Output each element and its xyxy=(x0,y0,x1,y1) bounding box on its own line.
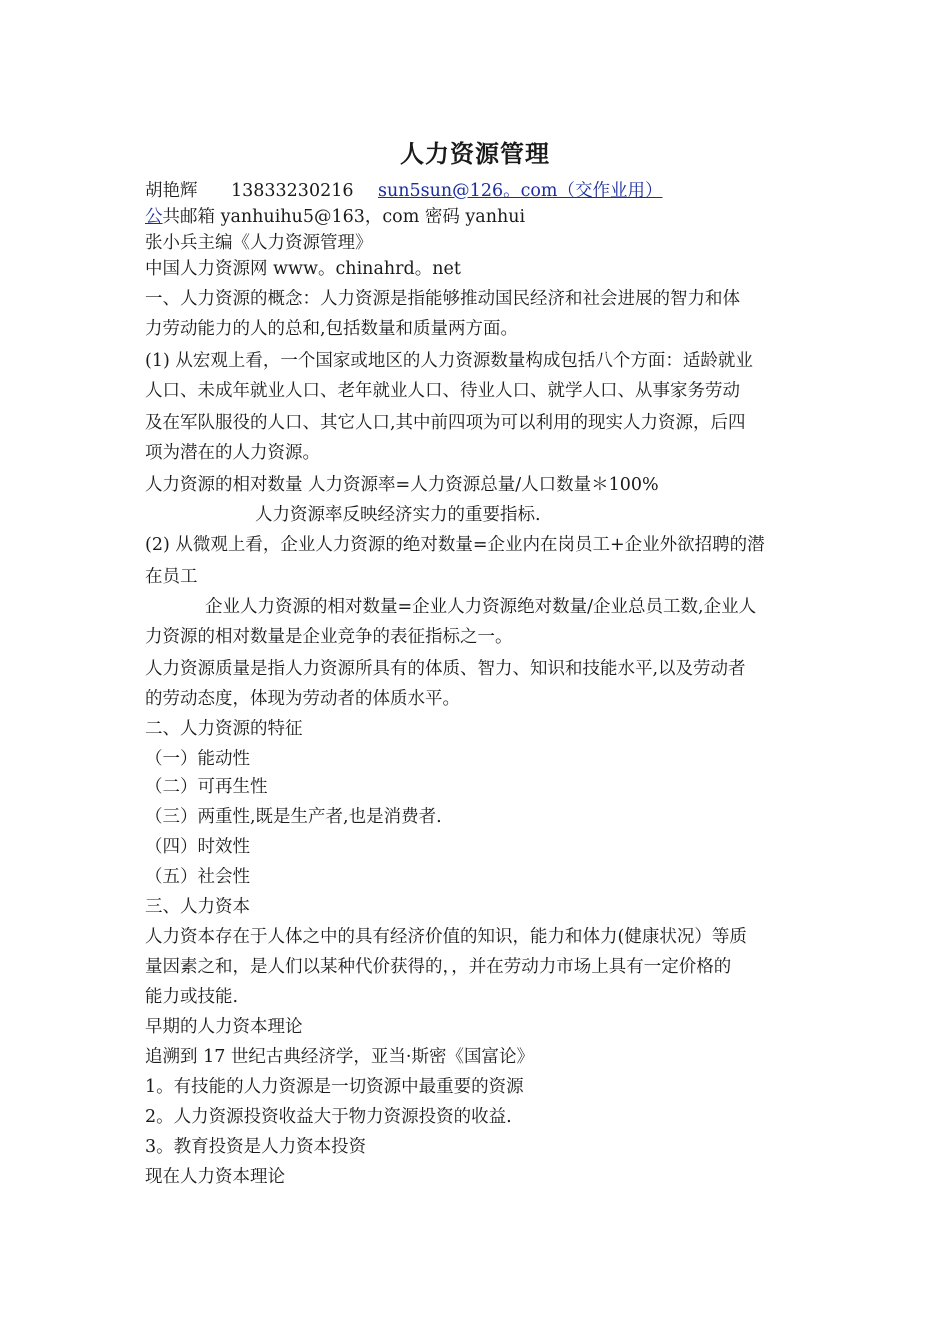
body-line: 力劳动能力的人的总和,包括数量和质量两方面。 xyxy=(145,319,519,339)
body-line: 能力或技能. xyxy=(145,987,239,1007)
body-line: 量因素之和，是人们以某种代价获得的，，并在劳动力市场上具有一定价格的 xyxy=(145,957,732,977)
body-line: （五）社会性 xyxy=(145,867,250,887)
body-line: 3。教育投资是人力资本投资 xyxy=(145,1137,367,1157)
body-line: 人力资源率反映经济实力的重要指标. xyxy=(255,505,541,525)
body-line: 的劳动态度，体现为劳动者的体质水平。 xyxy=(145,689,460,709)
body-line xyxy=(145,206,525,228)
body-line: （三）两重性,既是生产者,也是消费者. xyxy=(145,807,442,827)
body-line: 2。人力资源投资收益大于物力资源投资的收益. xyxy=(145,1107,512,1127)
body-line: 1。有技能的人力资源是一切资源中最重要的资源 xyxy=(145,1077,524,1097)
phone-number: 13833230216 xyxy=(231,181,354,201)
body-line: 及在军队服役的人口、其它人口,其中前四项为可以利用的现实人力资源，后四 xyxy=(145,413,746,433)
body-line: 人力资源质量是指人力资源所具有的体质、智力、知识和技能水平,以及劳动者 xyxy=(145,659,746,679)
body-line: 二、人力资源的特征 xyxy=(145,719,303,739)
author-name: 胡艳辉 xyxy=(145,181,198,201)
body-line: 追溯到 17 世纪古典经济学，亚当·斯密《国富论》 xyxy=(145,1047,534,1067)
body-line: （四）时效性 xyxy=(145,837,250,857)
public-mailbox-text: 共邮箱 yanhuihu5@163，com 密码 yanhui xyxy=(162,207,526,227)
body-line: 项为潜在的人力资源。 xyxy=(145,443,320,463)
body-line: 人力资本存在于人体之中的具有经济价值的知识，能力和体力(健康状况）等质 xyxy=(145,927,747,947)
body-line: 现在人力资本理论 xyxy=(145,1167,285,1187)
body-line: （二）可再生性 xyxy=(145,777,268,797)
contact-line xyxy=(145,180,663,202)
body-line: 在员工 xyxy=(145,567,198,587)
body-line: (1) 从宏观上看，一个国家或地区的人力资源数量构成包括八个方面：适龄就业 xyxy=(145,351,753,371)
body-line: （一）能动性 xyxy=(145,749,250,769)
body-line: 力资源的相对数量是企业竞争的表征指标之一。 xyxy=(145,627,513,647)
email-link[interactable]: sun5sun@126。com（交作业用） xyxy=(378,181,663,201)
body-line: 中国人力资源网 www。chinahrd。net xyxy=(145,259,461,279)
body-line: 一、人力资源的概念：人力资源是指能够推动国民经济和社会进展的智力和体 xyxy=(145,289,740,309)
email-link-continuation[interactable]: 公 xyxy=(145,207,163,227)
body-line: 早期的人力资本理论 xyxy=(145,1017,303,1037)
body-line: 企业人力资源的相对数量=企业人力资源绝对数量/企业总员工数,企业人 xyxy=(205,597,757,617)
body-line: 人口、未成年就业人口、老年就业人口、待业人口、就学人口、从事家务劳动 xyxy=(145,381,740,401)
body-line: 人力资源的相对数量 人力资源率=人力资源总量/人口数量＊100% xyxy=(145,475,659,495)
body-line: 张小兵主编《人力资源管理》 xyxy=(145,233,373,253)
document-title: 人力资源管理 xyxy=(400,139,550,168)
body-line: (2) 从微观上看，企业人力资源的绝对数量=企业内在岗员工+企业外欲招聘的潜 xyxy=(145,535,765,555)
body-line: 三、人力资本 xyxy=(145,897,250,917)
